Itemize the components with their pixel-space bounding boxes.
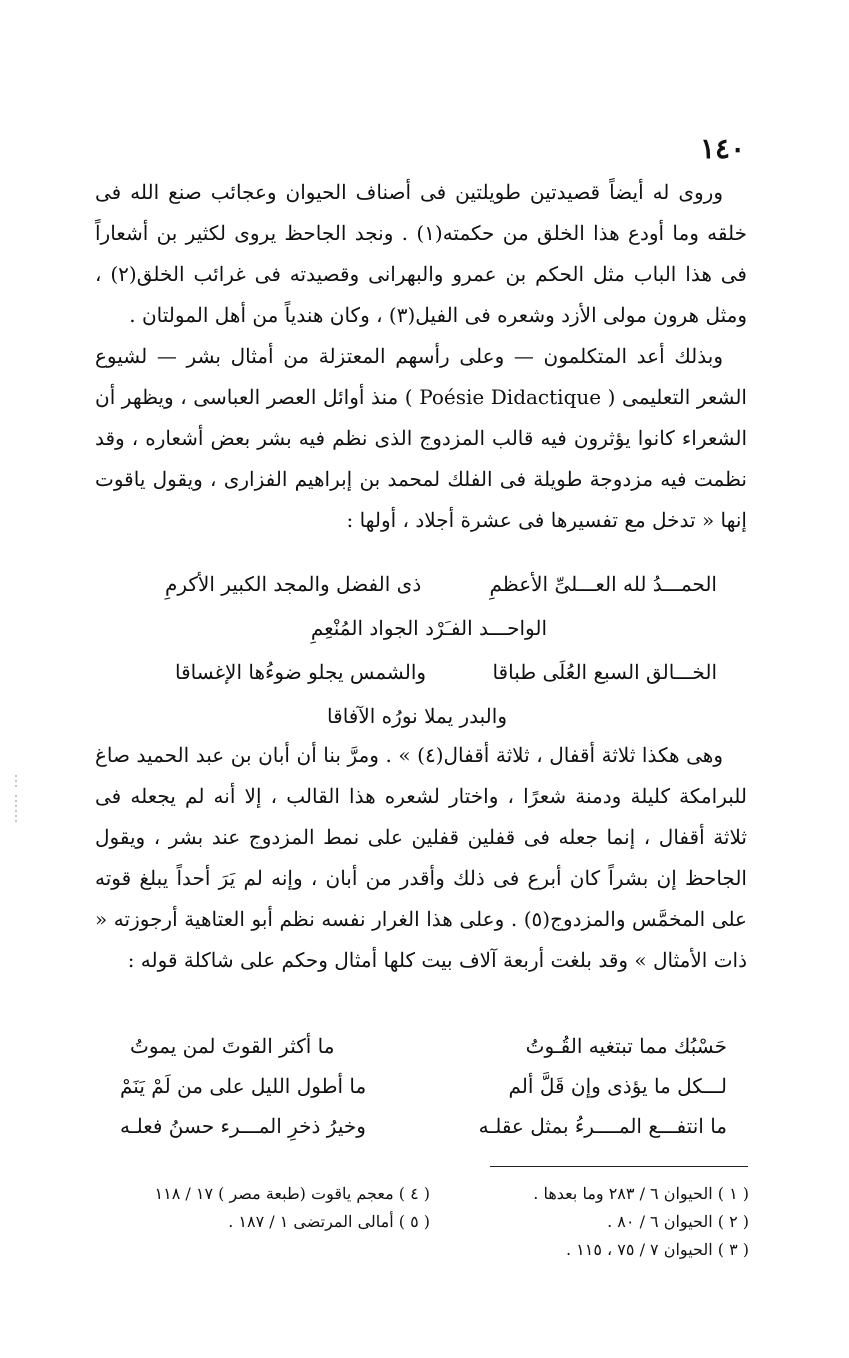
- verse-hemistich-left: ما أطول الليل على من لَمْ يَنَمْ: [120, 1074, 367, 1098]
- footnote: ( ٢ ) الحيوان ٦ / ٨٠ .: [607, 1212, 749, 1231]
- verse-hemistich-center: الواحـــد الفـَرْد الجواد المُنْعِمِ: [310, 616, 547, 640]
- footnote-separator: [490, 1166, 748, 1167]
- footnote: ( ٥ ) أمالى المرتضى ١ / ١٨٧ .: [228, 1212, 430, 1231]
- body-text-middle: [95, 735, 747, 981]
- verse-hemistich-left: ذى الفضل والمجد الكبير الأكرمِ: [165, 572, 422, 596]
- verse-hemistich-right: حَسْبُك مما تبتغيه القُـوتُ: [525, 1034, 727, 1058]
- verse-line: [95, 612, 747, 656]
- footnote: ( ١ ) الحيوان ٦ / ٢٨٣ وما بعدها .: [533, 1184, 749, 1203]
- verse-block-astronomy: [95, 568, 747, 744]
- verse-line: [95, 568, 747, 612]
- verse-line: [95, 1070, 747, 1110]
- verse-hemistich-left: ما أكثر القوتَ لمن يموتُ: [130, 1034, 335, 1058]
- verse-hemistich-right: الخـــالق السبع العُلَى طباقا: [492, 660, 717, 684]
- verse-hemistich-right: لـــكل ما يؤذى وإن قَلَّ ألم: [508, 1074, 727, 1098]
- footnote: ( ٤ ) معجم ياقوت (طبعة مصر ) ١٧ / ١١٨: [154, 1184, 430, 1203]
- verse-hemistich-center: والبدر يملا نورُه الآفاقا: [327, 704, 507, 728]
- body-text-top: [95, 172, 747, 541]
- verse-hemistich-right: ما انتفـــع المــــرءُ بمثل عقلـه: [478, 1114, 727, 1138]
- margin-mark: [14, 775, 18, 825]
- footnote: ( ٣ ) الحيوان ٧ / ٧٥ ، ١١٥ .: [566, 1240, 749, 1259]
- footnotes-left-column: [110, 1180, 430, 1236]
- verse-hemistich-left: والشمس يجلو ضوءُها الإغساقا: [175, 660, 427, 684]
- verse-line: [95, 656, 747, 700]
- footnotes-right-column: [479, 1180, 749, 1264]
- verse-line: [95, 1030, 747, 1070]
- paragraph: وهى هكذا ثلاثة أقفال ، ثلاثة أقفال(٤) » . ومرَّ بنا أن أبان بن عبد الحميد صاغ للبرامكة كليلة ودمنة شعرًا ، واختار لشعره هذا القالب ، إلا أنه لم يجعله فى ثلاثة أقفال ، إنما جعله فى قفلين قفلين على نمط المزدوج عند بشر ، ويقول الجاحظ إن بشراً كان أبرع فى ذلك وأقدر من أبان ، وإنه لم يَرَ أحداً يبلغ قوته على المخمَّس والمزدوج(٥) . وعلى هذا الغرار نفسه نظم أبو العتاهية أرجوزته « ذات الأمثال » وقد بلغت أربعة آلاف بيت كلها أمثال وحكم على شاكلة قوله :: [95, 743, 747, 972]
- paragraph: وبذلك أعد المتكلمون — وعلى رأسهم المعتزلة من أمثال بشر — لشيوع الشعر التعليمى ( Poésie Didactique ) منذ أوائل العصر العباسى ، ويظهر أن الشعراء كانوا يؤثرون فيه قالب المزدوج الذى نظم فيه بشر بعض أشعاره ، وقد نظمت فيه مزدوجة طويلة فى الفلك لمحمد بن إبراهيم الفزارى ، ويقول ياقوت إنها « تدخل مع تفسيرها فى عشرة أجلاد ، أولها :: [95, 344, 747, 532]
- verse-hemistich-right: الحمـــدُ لله العـــلىِّ الأعظمِ: [489, 572, 717, 596]
- verse-block-proverbs: [95, 1030, 747, 1150]
- verse-hemistich-left: وخيرُ ذخرِ المـــرء حسنُ فعلـه: [120, 1114, 366, 1138]
- page-number: ١٤٠: [700, 132, 746, 165]
- verse-line: [95, 1110, 747, 1150]
- paragraph: وروى له أيضاً قصيدتين طويلتين فى أصناف الحيوان وعجائب صنع الله فى خلقه وما أودع هذا الخلق من حكمته(١) . ونجد الجاحظ يروى لكثير بن أشعاراً فى هذا الباب مثل الحكم بن عمرو والبهرانى وقصيدته فى غرائب الخلق(٢) ، ومثل هرون مولى الأزد وشعره فى الفيل(٣) ، وكان هندياً من أهل المولتان .: [95, 180, 747, 327]
